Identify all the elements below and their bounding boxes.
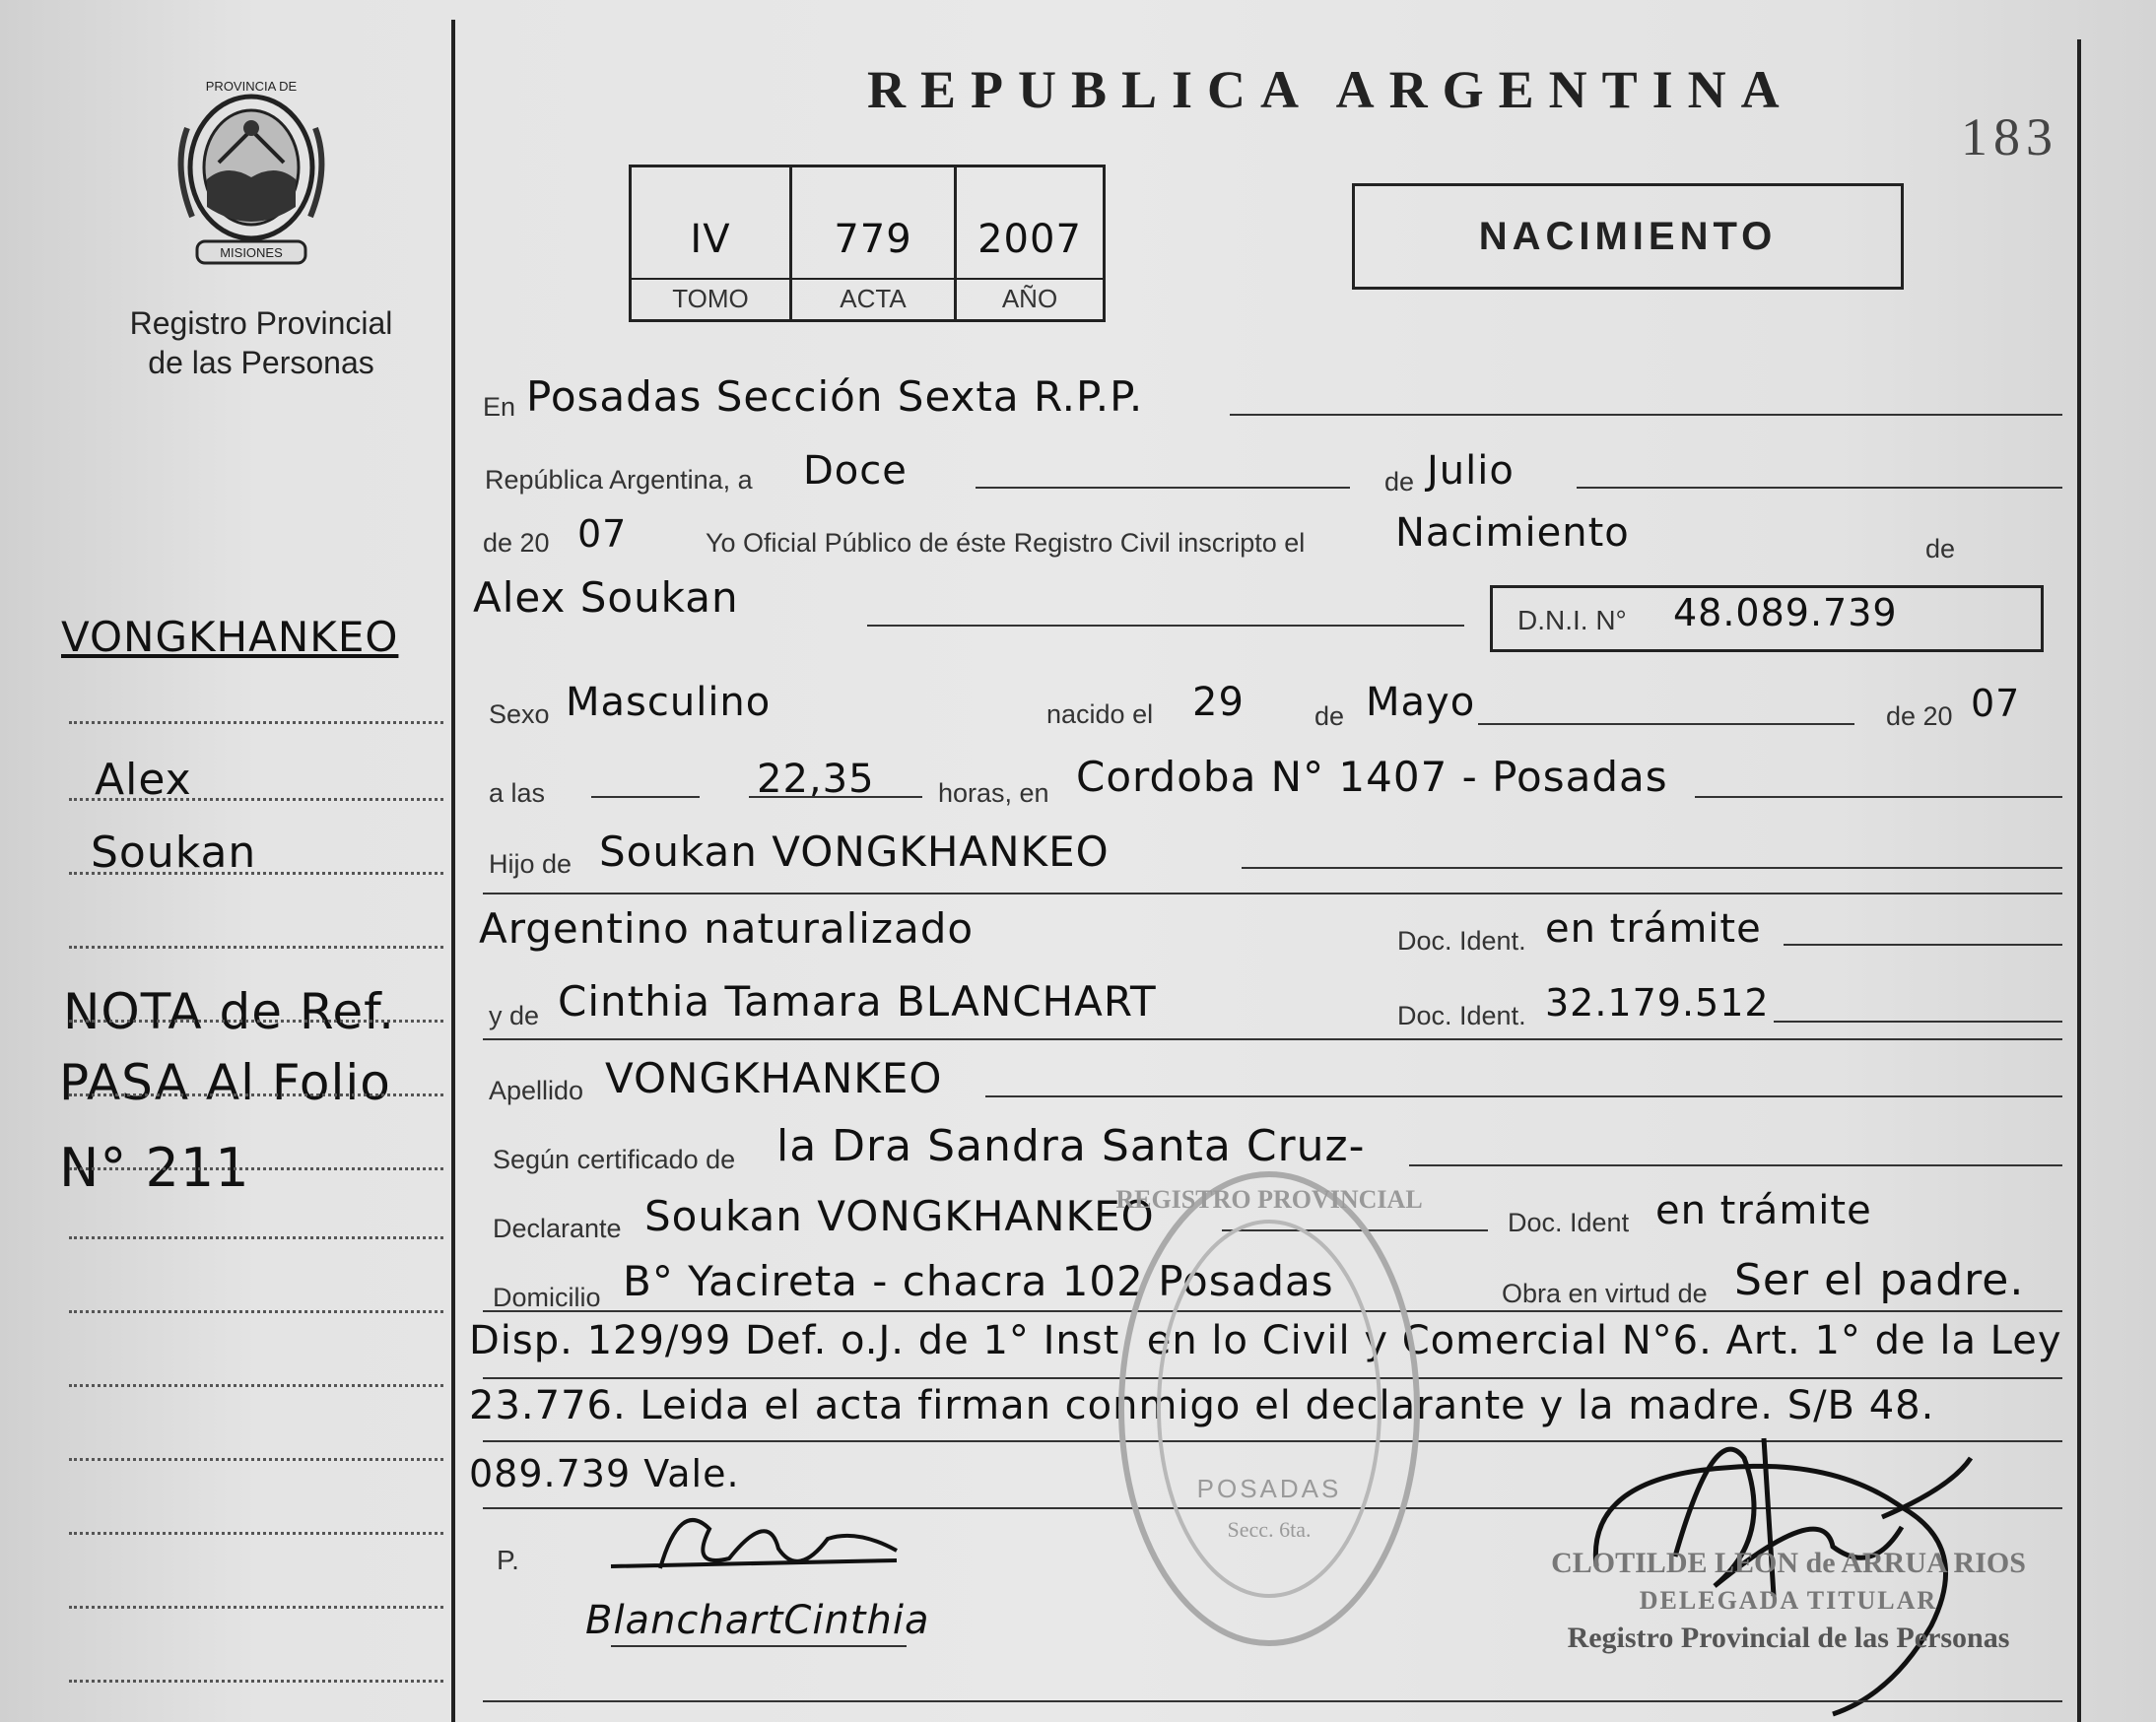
obra-label: Obra en virtud de <box>1502 1279 1708 1308</box>
margin-second-name: Soukan <box>91 828 257 878</box>
country-title: REPUBLICA ARGENTINA <box>867 60 1794 119</box>
oficial-text: Yo Oficial Público de éste Registro Civil inscripto el <box>706 528 1306 558</box>
declarante-label: Declarante <box>493 1214 622 1243</box>
republica-label: República Argentina, a <box>485 465 753 495</box>
acta-label: ACTA <box>840 284 907 313</box>
father-name: Soukan VONGKHANKEO <box>599 828 1110 876</box>
note-line-1: Disp. 129/99 Def. o.J. de 1° Inst. en lo Civil y Comercial N°6. Art. 1° de la Ley <box>469 1318 2062 1363</box>
emblem-text-bottom: MISIONES <box>220 245 283 260</box>
domicilio-label: Domicilio <box>493 1283 601 1312</box>
left-margin-rule <box>451 20 455 1722</box>
official-seal <box>1112 1162 1427 1655</box>
yde-label: y de <box>489 1001 540 1030</box>
note-line-2: 23.776. Leida el acta firman conmigo el declarante y la madre. S/B 48. <box>469 1383 1935 1428</box>
doc-ident-label-1: Doc. Ident. <box>1397 926 1526 956</box>
emblem-text-top: PROVINCIA DE <box>205 79 298 94</box>
registration-table <box>629 165 1106 322</box>
doc-ident-label-3: Doc. Ident <box>1508 1208 1630 1237</box>
father-nationality: Argentino naturalizado <box>479 904 975 953</box>
alas-label: a las <box>489 778 546 808</box>
anio-value: 2007 <box>977 217 1082 262</box>
official-name: CLOTILDE LEON de ARRUA RIOS <box>1551 1547 2026 1579</box>
sexo-label: Sexo <box>489 699 550 729</box>
father-document: en trámite <box>1545 906 1762 952</box>
anio-cell <box>957 167 1103 319</box>
tomo-cell <box>632 167 792 319</box>
dni-label: D.N.I. N° <box>1517 605 1627 635</box>
seal-section: Secc. 6ta. <box>1227 1517 1312 1542</box>
father-signature <box>601 1490 916 1598</box>
declarant-name: Soukan VONGKHANKEO <box>644 1192 1155 1240</box>
anio-label: AÑO <box>1001 284 1058 313</box>
horas-label: horas, en <box>938 778 1049 808</box>
margin-surname: VONGKHANKEO <box>61 613 399 661</box>
dni-number: 48.089.739 <box>1673 591 1898 634</box>
acting-capacity: Ser el padre. <box>1734 1255 2025 1305</box>
apellido-label: Apellido <box>489 1076 584 1105</box>
registry-line-1: Registro Provincial <box>129 305 393 341</box>
place-of-registration: Posadas Sección Sexta R.P.P. <box>526 372 1144 421</box>
acta-value: 779 <box>834 217 912 262</box>
birth-time: 22,35 <box>757 757 875 802</box>
official-stamp-text <box>1547 1547 2030 1655</box>
certificate-source: la Dra Sandra Santa Cruz- <box>776 1121 1366 1171</box>
seal-city: POSADAS <box>1196 1474 1342 1503</box>
note-line-3: 089.739 Vale. <box>469 1452 740 1495</box>
hijo-label: Hijo de <box>489 849 573 879</box>
birth-month: Mayo <box>1366 680 1476 725</box>
margin-note-line-3: N° 211 <box>59 1137 250 1199</box>
margin-first-name: Alex <box>95 755 192 805</box>
official-office: Registro Provincial de las Personas <box>1567 1622 2010 1654</box>
birth-day: 29 <box>1192 680 1245 725</box>
official-title: DELEGADA TITULAR <box>1639 1586 1938 1615</box>
birth-year: 07 <box>1971 682 2021 725</box>
acta-cell <box>792 167 957 319</box>
registered-event: Nacimiento <box>1395 510 1630 556</box>
mother-document: 32.179.512 <box>1545 981 1770 1025</box>
registry-line-2: de las Personas <box>148 345 374 380</box>
nacido-label: nacido el <box>1046 699 1154 729</box>
right-margin-rule <box>2077 39 2081 1722</box>
surname-value: VONGKHANKEO <box>605 1054 943 1102</box>
mother-signature: BlanchartCinthia <box>585 1598 930 1643</box>
seal-top-text: REGISTRO PROVINCIAL <box>1115 1185 1423 1214</box>
de20-label: de 20 <box>483 528 550 558</box>
registration-month: Julio <box>1427 448 1515 494</box>
tomo-label: TOMO <box>672 284 749 313</box>
de-label-3: de <box>1314 701 1345 731</box>
segun-label: Según certificado de <box>493 1145 736 1174</box>
registry-name <box>79 303 443 382</box>
declarant-document: en trámite <box>1655 1188 1872 1233</box>
registration-year: 07 <box>577 512 628 556</box>
birth-place: Cordoba N° 1407 - Posadas <box>1076 753 1668 801</box>
doc-ident-label-2: Doc. Ident. <box>1397 1001 1526 1030</box>
mother-name: Cinthia Tamara BLANCHART <box>558 977 1157 1026</box>
provincial-emblem <box>158 69 345 276</box>
margin-note-line-1: NOTA de Ref. <box>63 983 396 1040</box>
en-label: En <box>483 392 516 422</box>
p-label: P. <box>497 1545 519 1575</box>
document-type-box: NACIMIENTO <box>1352 183 1904 290</box>
de-label-1: de <box>1384 467 1415 497</box>
sex-value: Masculino <box>566 680 772 725</box>
de20-label-2: de 20 <box>1886 701 1953 731</box>
child-name: Alex Soukan <box>473 573 739 622</box>
registration-day: Doce <box>803 448 908 494</box>
tomo-value: IV <box>690 217 731 262</box>
margin-note-line-2: PASA Al Folio <box>59 1054 391 1111</box>
address-value: B° Yacireta - chacra 102 Posadas <box>623 1257 1334 1305</box>
de-label-2: de <box>1925 534 1956 563</box>
folio-number: 183 <box>1961 107 2058 166</box>
